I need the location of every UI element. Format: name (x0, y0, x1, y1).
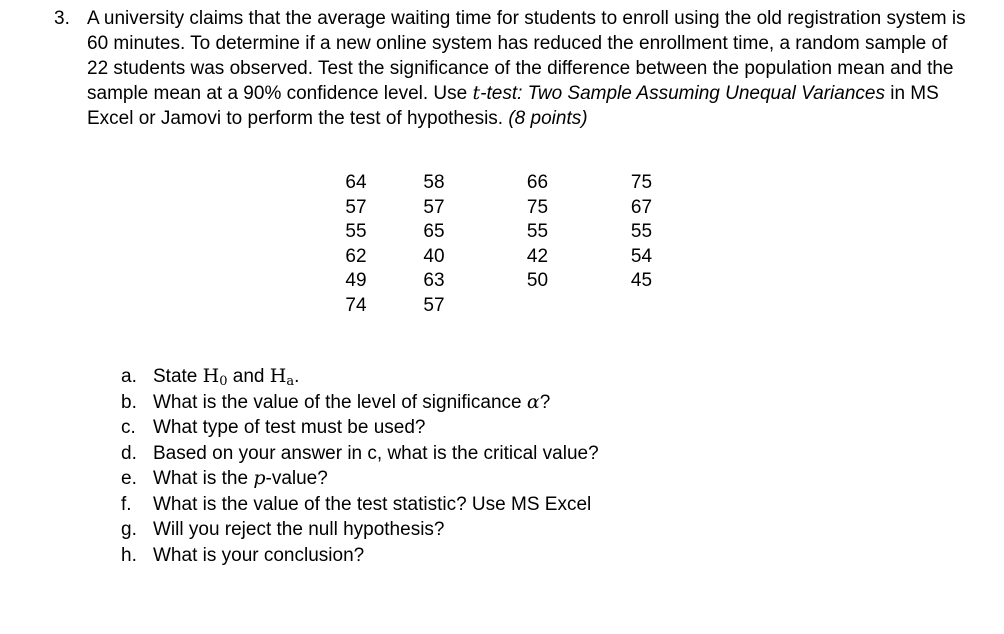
data-cell: 55 (630, 221, 653, 243)
stem-text-1: A university claims that the average waiting time for students to enroll using the old registration system is 60 minutes. To determine if a new online system has reduced the enrollment time, a random sample of 22 students was observed. Test the significance of the difference between the population mean and the sample mean at a 90% confidence level. Use (87, 8, 966, 104)
data-row (330, 220, 694, 245)
part-text (153, 466, 328, 492)
sub-question-h (121, 543, 599, 569)
data-cell: 75 (526, 196, 549, 218)
part-text: Based on your answer in c, what is the critical value? (153, 442, 599, 464)
h0-symbol (203, 365, 228, 387)
part-text: What is your conclusion? (153, 544, 365, 566)
data-cell: 63 (423, 270, 445, 292)
alpha-symbol: α (526, 390, 540, 413)
text-fragment: ? (539, 391, 551, 413)
data-cell: 57 (423, 196, 445, 218)
h0-letter: H (202, 365, 220, 387)
part-label: d. (121, 442, 137, 464)
data-cell: 58 (423, 172, 445, 193)
sub-question-c (121, 415, 599, 441)
data-cell: 66 (526, 172, 549, 193)
data-cell: 54 (630, 245, 653, 267)
data-cell: 67 (630, 196, 653, 218)
data-cell: 57 (423, 294, 445, 316)
sub-question-f (121, 492, 599, 518)
points: (8 points) (508, 108, 588, 129)
sample-data-grid (330, 171, 694, 319)
part-text (153, 364, 299, 390)
sub-question-e (121, 466, 599, 492)
data-row (330, 294, 694, 319)
data-cell: 75 (630, 172, 653, 193)
part-label: f. (121, 493, 132, 515)
data-cell: 55 (345, 221, 367, 243)
part-text: What is the value of the test statistic? Use MS Excel (153, 493, 592, 515)
ha-subscript: a (286, 374, 295, 389)
part-text: What type of test must be used? (153, 417, 426, 438)
sub-questions (121, 364, 599, 568)
sub-question-g (121, 517, 599, 543)
part-label: e. (121, 468, 137, 489)
sub-question-b (121, 390, 599, 416)
data-cell: 42 (526, 245, 549, 267)
text-fragment: and (227, 366, 270, 387)
sub-question-a (121, 364, 599, 390)
test-name: -test: Two Sample Assuming Unequal Variances (480, 83, 885, 104)
data-row (330, 196, 694, 221)
data-cell (486, 294, 589, 319)
data-cell: 49 (345, 270, 367, 292)
data-row (330, 245, 694, 270)
p-symbol: p (253, 467, 266, 489)
text-fragment: -value? (265, 468, 328, 489)
part-text: Will you reject the null hypothesis? (153, 519, 445, 540)
data-cell: 50 (526, 270, 549, 292)
part-label: c. (121, 417, 136, 438)
h0-subscript: 0 (219, 374, 228, 389)
data-row (330, 269, 694, 294)
data-cell: 55 (526, 221, 549, 243)
ha-symbol (270, 365, 294, 387)
ha-letter: H (269, 365, 287, 387)
part-text (153, 390, 550, 416)
data-cell: 62 (345, 245, 367, 267)
data-cell: 57 (345, 196, 367, 218)
data-cell (589, 294, 694, 319)
part-label: b. (121, 391, 137, 413)
data-cell: 40 (423, 245, 445, 267)
data-cell: 74 (345, 294, 367, 316)
question-stem (87, 6, 967, 131)
part-label: h. (121, 544, 137, 566)
part-label: g. (121, 519, 137, 540)
stem-text-2: in MS Excel or Jamovi to perform the test of hypothesis. (87, 83, 939, 129)
data-cell: 64 (345, 172, 367, 193)
t-symbol: t (472, 82, 481, 104)
text-fragment: What is the (153, 468, 254, 489)
part-label: a. (121, 366, 137, 387)
question-number: 3. (54, 8, 70, 29)
text-fragment: State (153, 366, 203, 387)
sub-question-d (121, 441, 599, 467)
text-fragment: . (294, 366, 300, 387)
data-cell: 65 (423, 221, 445, 243)
text-fragment: What is the value of the level of significance (153, 391, 527, 413)
data-cell: 45 (630, 270, 653, 292)
data-row (330, 171, 694, 196)
